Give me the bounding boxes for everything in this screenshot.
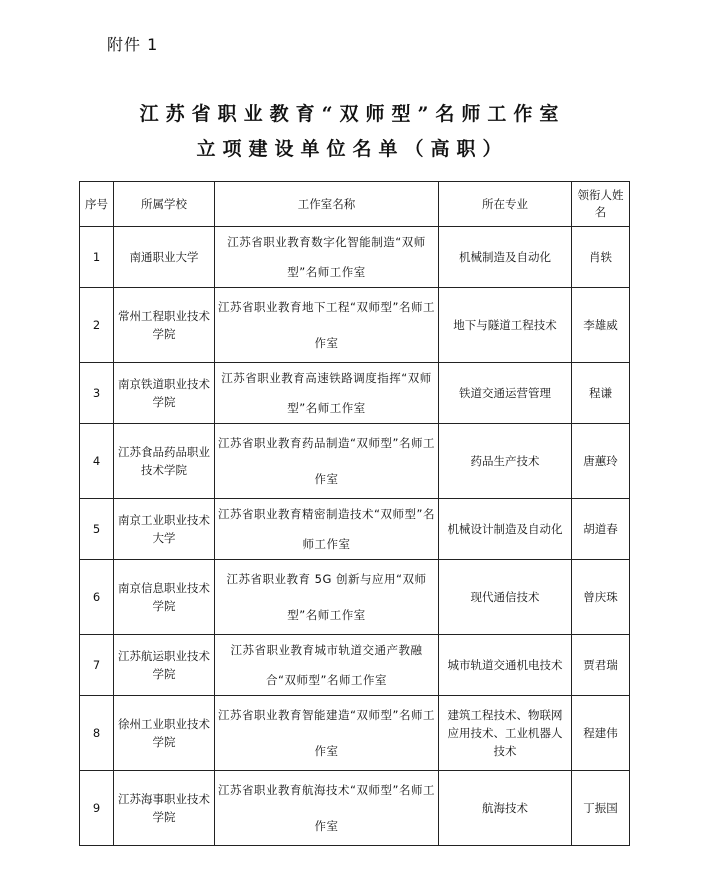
cell-seq: 5 (80, 499, 114, 560)
table-row (80, 560, 630, 635)
table-row (80, 771, 630, 846)
table-row (80, 635, 630, 696)
cell-school: 徐州工业职业技术学院 (114, 696, 215, 771)
cell-seq: 4 (80, 424, 114, 499)
cell-major: 现代通信技术 (439, 560, 572, 635)
cell-major: 地下与隧道工程技术 (439, 288, 572, 363)
cell-seq: 9 (80, 771, 114, 846)
attachment-label: 附件 1 (107, 35, 159, 54)
cell-leader: 程建伟 (572, 696, 630, 771)
cell-studio: 江苏省职业教育精密制造技术“双师型”名师工作室 (215, 499, 439, 560)
header-studio: 工作室名称 (215, 182, 439, 227)
cell-studio: 江苏省职业教育数字化智能制造“双师型”名师工作室 (215, 227, 439, 288)
table-row (80, 424, 630, 499)
cell-seq: 1 (80, 227, 114, 288)
document-subtitle: 立项建设单位名单（高职） (196, 138, 509, 160)
cell-school: 南京铁道职业技术学院 (114, 363, 215, 424)
cell-school: 江苏食品药品职业技术学院 (114, 424, 215, 499)
cell-seq: 8 (80, 696, 114, 771)
table-row (80, 227, 630, 288)
cell-studio: 江苏省职业教育城市轨道交通产教融合“双师型”名师工作室 (215, 635, 439, 696)
cell-seq: 2 (80, 288, 114, 363)
cell-leader: 贾君瑞 (572, 635, 630, 696)
cell-leader: 唐蕙玲 (572, 424, 630, 499)
cell-leader: 程谦 (572, 363, 630, 424)
cell-seq: 7 (80, 635, 114, 696)
cell-leader: 曾庆珠 (572, 560, 630, 635)
cell-school: 南京信息职业技术学院 (114, 560, 215, 635)
table-row (80, 696, 630, 771)
cell-seq: 3 (80, 363, 114, 424)
cell-studio: 江苏省职业教育航海技术“双师型”名师工作室 (215, 771, 439, 846)
cell-studio: 江苏省职业教育高速铁路调度指挥“双师型”名师工作室 (215, 363, 439, 424)
cell-school: 江苏航运职业技术学院 (114, 635, 215, 696)
document-title: 江苏省职业教育“双师型”名师工作室 (139, 103, 566, 125)
studio-roster-table (79, 181, 630, 846)
cell-major: 航海技术 (439, 771, 572, 846)
cell-leader: 李雄威 (572, 288, 630, 363)
table-row (80, 363, 630, 424)
header-seq: 序号 (80, 182, 114, 227)
cell-major: 铁道交通运营管理 (439, 363, 572, 424)
cell-studio: 江苏省职业教育 5G 创新与应用“双师型”名师工作室 (215, 560, 439, 635)
cell-school: 南通职业大学 (114, 227, 215, 288)
cell-leader: 肖轶 (572, 227, 630, 288)
cell-leader: 胡道春 (572, 499, 630, 560)
header-school: 所属学校 (114, 182, 215, 227)
cell-studio: 江苏省职业教育药品制造“双师型”名师工作室 (215, 424, 439, 499)
cell-studio: 江苏省职业教育智能建造“双师型”名师工作室 (215, 696, 439, 771)
cell-major: 机械设计制造及自动化 (439, 499, 572, 560)
cell-school: 常州工程职业技术学院 (114, 288, 215, 363)
cell-school: 南京工业职业技术大学 (114, 499, 215, 560)
cell-school: 江苏海事职业技术学院 (114, 771, 215, 846)
cell-seq: 6 (80, 560, 114, 635)
cell-major: 城市轨道交通机电技术 (439, 635, 572, 696)
cell-major: 药品生产技术 (439, 424, 572, 499)
table-row (80, 288, 630, 363)
cell-major: 建筑工程技术、物联网应用技术、工业机器人技术 (439, 696, 572, 771)
cell-major: 机械制造及自动化 (439, 227, 572, 288)
table-header-row (80, 182, 630, 227)
cell-studio: 江苏省职业教育地下工程“双师型”名师工作室 (215, 288, 439, 363)
table-row (80, 499, 630, 560)
cell-leader: 丁振国 (572, 771, 630, 846)
header-leader: 领衔人姓名 (572, 182, 630, 227)
header-major: 所在专业 (439, 182, 572, 227)
